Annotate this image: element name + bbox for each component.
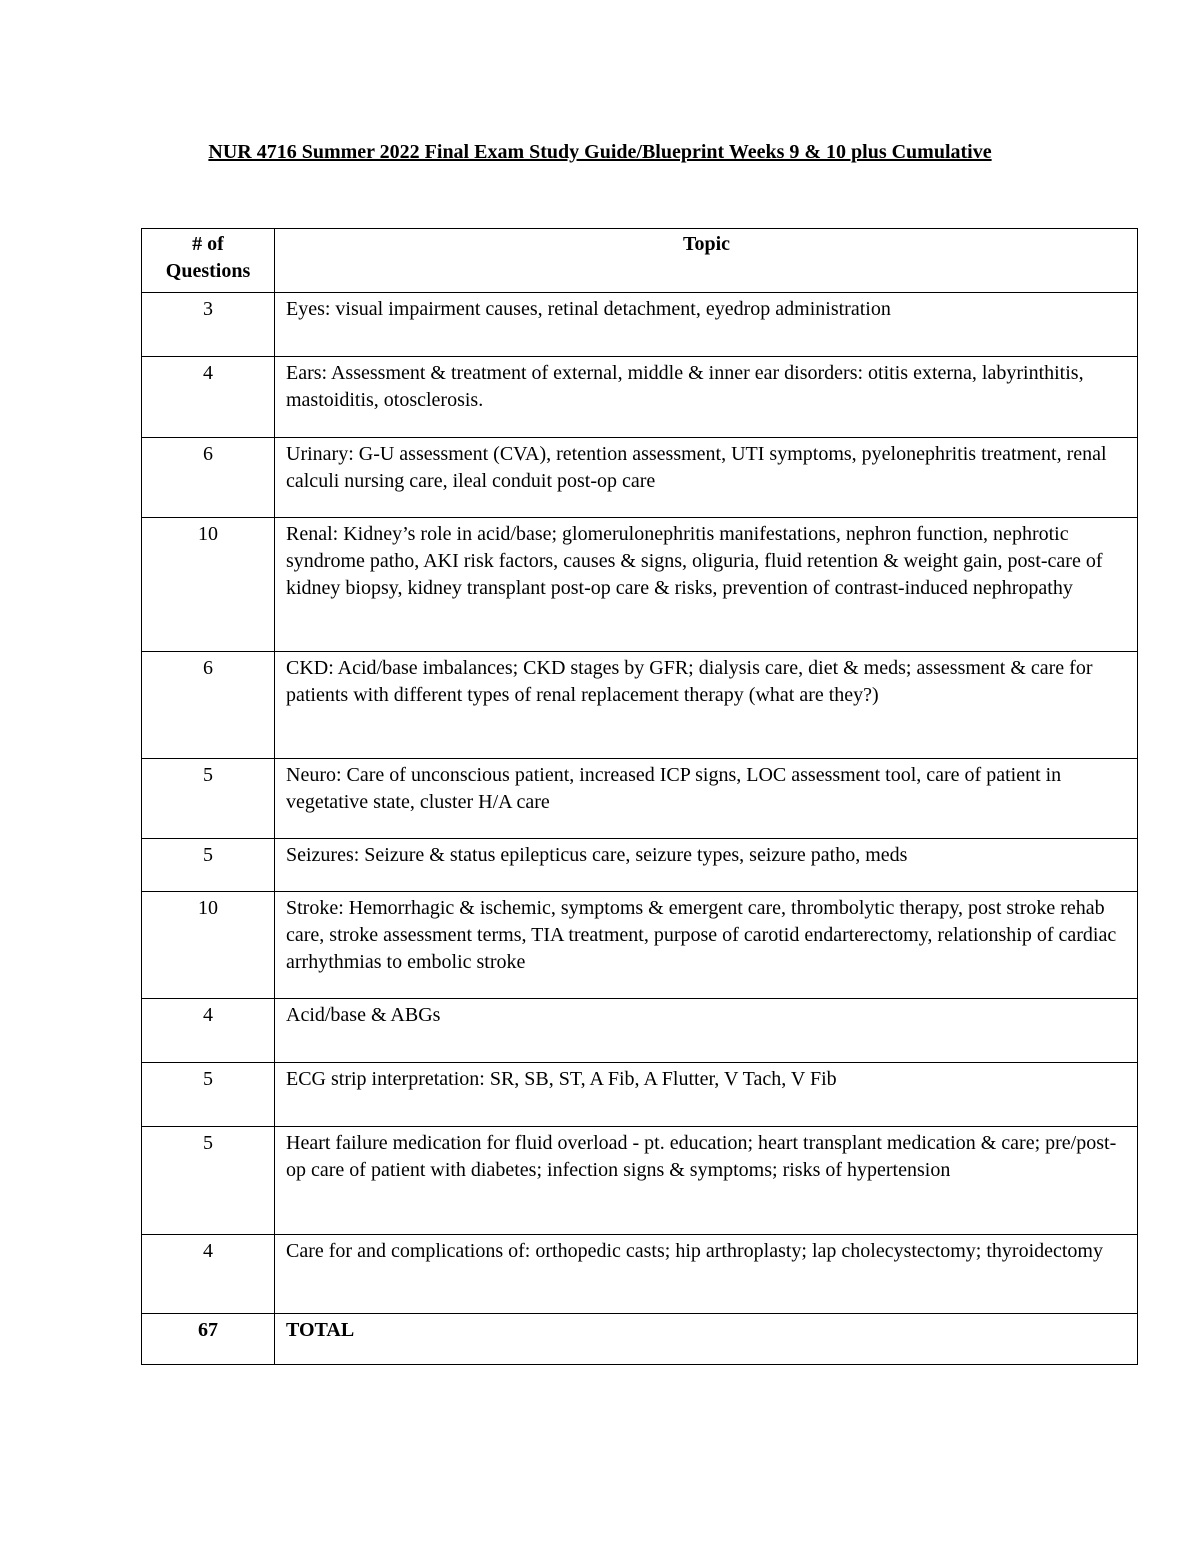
table-row <box>142 518 1138 652</box>
row-topic: Urinary: G-U assessment (CVA), retention assessment, UTI symptoms, pyelonephritis treatment, renal calculi nursing care, ileal conduit post-op care <box>275 438 1138 518</box>
document-title: NUR 4716 Summer 2022 Final Exam Study Guide/Blueprint Weeks 9 & 10 plus Cumulative <box>208 141 992 163</box>
table-row <box>142 1235 1138 1314</box>
table-row <box>142 438 1138 518</box>
header-topic: Topic <box>275 229 1138 293</box>
header-question-count <box>142 229 275 293</box>
row-topic: Stroke: Hemorrhagic & ischemic, symptoms & emergent care, thrombolytic therapy, post stroke rehab care, stroke assessment terms, TIA treatment, purpose of carotid endarterectomy, relationship of cardiac arrhythmias to embolic stroke <box>275 892 1138 999</box>
row-count: 6 <box>142 438 275 518</box>
row-count: 4 <box>142 999 275 1063</box>
row-topic: CKD: Acid/base imbalances; CKD stages by GFR; dialysis care, diet & meds; assessment & care for patients with different types of renal replacement therapy (what are they?) <box>275 652 1138 759</box>
row-count: 4 <box>142 357 275 438</box>
table-header-row <box>142 229 1138 293</box>
row-topic: Neuro: Care of unconscious patient, increased ICP signs, LOC assessment tool, care of patient in vegetative state, cluster H/A care <box>275 759 1138 839</box>
row-count: 5 <box>142 1063 275 1127</box>
table-row <box>142 1127 1138 1235</box>
total-count: 67 <box>142 1314 275 1365</box>
header-question-count-line2: Questions <box>165 260 251 282</box>
table-row <box>142 839 1138 892</box>
row-count: 5 <box>142 1127 275 1235</box>
row-topic: ECG strip interpretation: SR, SB, ST, A Fib, A Flutter, V Tach, V Fib <box>275 1063 1138 1127</box>
row-count: 10 <box>142 892 275 999</box>
table-row <box>142 1063 1138 1127</box>
row-topic: Acid/base & ABGs <box>275 999 1138 1063</box>
row-topic: Renal: Kidney’s role in acid/base; glomerulonephritis manifestations, nephron function, nephrotic syndrome patho, AKI risk factors, causes & signs, oliguria, fluid retention & weight gain, post-care of kidney biopsy, kidney transplant post-op care & risks, prevention of contrast-induced nephropathy <box>275 518 1138 652</box>
row-topic: Seizures: Seizure & status epilepticus care, seizure types, seizure patho, meds <box>275 839 1138 892</box>
table-row <box>142 999 1138 1063</box>
total-label: TOTAL <box>275 1314 1138 1365</box>
blueprint-table <box>141 228 1138 1365</box>
row-count: 6 <box>142 652 275 759</box>
table-row <box>142 759 1138 839</box>
header-question-count-line1: # of <box>192 233 224 255</box>
row-count: 3 <box>142 293 275 357</box>
row-topic: Care for and complications of: orthopedic casts; hip arthroplasty; lap cholecystectomy; thyroidectomy <box>275 1235 1138 1314</box>
table-row <box>142 357 1138 438</box>
row-topic: Ears: Assessment & treatment of external, middle & inner ear disorders: otitis externa, labyrinthitis, mastoiditis, otosclerosis. <box>275 357 1138 438</box>
row-count: 10 <box>142 518 275 652</box>
table-row <box>142 652 1138 759</box>
table-row <box>142 293 1138 357</box>
row-topic: Heart failure medication for fluid overload - pt. education; heart transplant medication & care; pre/post-op care of patient with diabetes; infection signs & symptoms; risks of hypertension <box>275 1127 1138 1235</box>
row-count: 5 <box>142 839 275 892</box>
table-row <box>142 892 1138 999</box>
row-topic: Eyes: visual impairment causes, retinal detachment, eyedrop administration <box>275 293 1138 357</box>
total-row <box>142 1314 1138 1365</box>
row-count: 4 <box>142 1235 275 1314</box>
row-count: 5 <box>142 759 275 839</box>
